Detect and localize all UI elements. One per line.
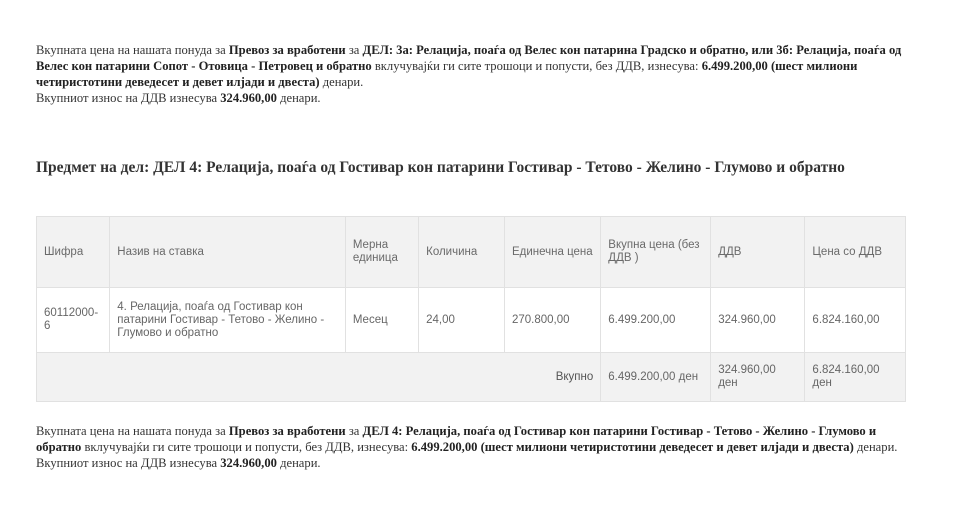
header-gross-total: Цена со ДДВ <box>805 217 906 288</box>
vat-amount: 324.960,00 <box>220 91 277 105</box>
total-amount: 6.499.200,00 (шест милиони четиристотини деведесет и девет илјади и двеста) <box>411 440 854 454</box>
cell-item-name: 4. Релација, поаѓа од Гостивар кон патарини Гостивар - Тетово - Желино - Глумово и обратно <box>110 288 346 353</box>
price-summary-part-3 <box>36 42 916 106</box>
total-amount: 6.499.200,00 (шест милиони четиристотини деведесет и девет илјади и двеста) <box>36 59 858 89</box>
text: Вкупната цена на нашата понуда за <box>36 43 229 57</box>
total-gross: 6.824.160,00 ден <box>805 353 906 402</box>
cell-gross-total: 6.824.160,00 <box>805 288 906 353</box>
service-name: Превоз за вработени <box>228 424 346 438</box>
header-vat: ДДВ <box>711 217 805 288</box>
vat-text: Вкупниот износ на ДДВ изнесува <box>36 91 221 105</box>
price-summary-part-4 <box>36 423 916 471</box>
items-table <box>36 216 906 402</box>
vat-text: Вкупниот износ на ДДВ изнесува <box>36 456 221 470</box>
cell-quantity: 24,00 <box>419 288 505 353</box>
cell-unit-price: 270.800,00 <box>504 288 600 353</box>
header-item-name: Назив на ставка <box>110 217 346 288</box>
lot-name: ДЕЛ: 3а: Релација, поаѓа од Велес кон патарина Градско и обратно, или 3б: Релација, поаѓа од Велес кон патарини Сопот - Отовица - Петровец и обратно <box>36 43 902 73</box>
header-code: Шифра <box>37 217 110 288</box>
table-total-row <box>37 353 906 402</box>
text: вклучувајќи ги сите трошоци и попусти, без ДДВ, изнесува: <box>371 59 702 73</box>
vat-amount: 324.960,00 <box>220 456 277 470</box>
header-unit-price: Единечна цена <box>504 217 600 288</box>
text: Вкупната цена на нашата понуда за <box>36 424 229 438</box>
cell-net-total: 6.499.200,00 <box>601 288 711 353</box>
header-quantity: Количина <box>419 217 505 288</box>
header-unit: Мерна единица <box>345 217 418 288</box>
lot-name: ДЕЛ 4: Релација, поаѓа од Гостивар кон патарини Гостивар - Тетово - Желино - Глумово и обратно <box>36 424 877 454</box>
vat-text: денари. <box>276 456 321 470</box>
cell-vat: 324.960,00 <box>711 288 805 353</box>
total-vat: 324.960,00 ден <box>711 353 805 402</box>
header-net-total: Вкупна цена (без ДДВ ) <box>601 217 711 288</box>
cell-code: 60112000-6 <box>37 288 110 353</box>
cell-unit: Месец <box>345 288 418 353</box>
text: денари. <box>853 440 898 454</box>
service-name: Превоз за вработени <box>228 43 346 57</box>
lot-heading: Предмет на дел: ДЕЛ 4: Релација, поаѓа од Гостивар кон патарини Гостивар - Тетово - Желино - Глумово и обратно <box>36 159 845 176</box>
total-net: 6.499.200,00 ден <box>601 353 711 402</box>
text: вклучувајќи ги сите трошоци и попусти, без ДДВ, изнесува: <box>81 440 412 454</box>
table-row <box>37 288 906 353</box>
total-label: Вкупно <box>37 353 601 402</box>
text: за <box>345 424 363 438</box>
table-header-row <box>37 217 906 288</box>
text: денари. <box>319 75 364 89</box>
vat-text: денари. <box>276 91 321 105</box>
text: за <box>345 43 363 57</box>
